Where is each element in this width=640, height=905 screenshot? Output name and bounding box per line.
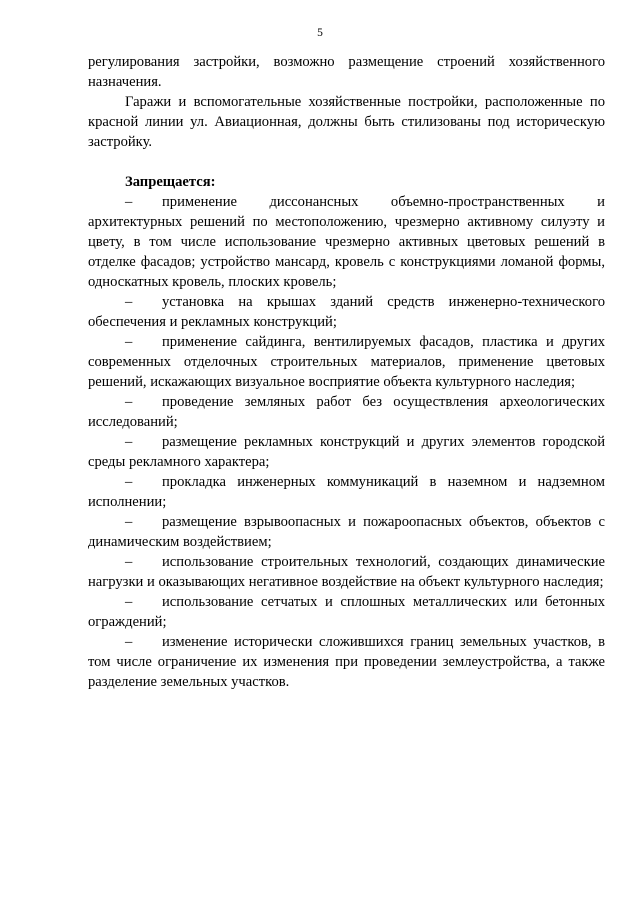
list-item-text: проведение земляных работ без осуществления археологических исследований; [88,394,605,430]
list-item [88,292,605,332]
list-dash: – [125,194,133,210]
list-dash: – [125,594,133,610]
list-dash: – [125,514,133,530]
list-dash: – [125,394,133,410]
list-dash: – [125,334,133,350]
paragraph-continuation: регулирования застройки, возможно размещение строений хозяйственного назначения. [88,54,605,90]
list-item [88,512,605,552]
list-item [88,392,605,432]
list-dash: – [125,294,133,310]
list-dash: – [125,554,133,570]
list-dash: – [125,634,133,650]
list-item-text: размещение рекламных конструкций и других элементов городской среды рекламного характера; [88,434,605,470]
list-item [88,432,605,472]
list-item [88,332,605,392]
list-item-text: размещение взрывоопасных и пожароопасных объектов, объектов с динамическим воздействием; [88,514,605,550]
paragraph-garages: Гаражи и вспомогательные хозяйственные постройки, расположенные по красной линии ул. Авиационная, должны быть стилизованы под историческую застройку. [88,94,605,150]
list-item-text: применение сайдинга, вентилируемых фасадов, пластика и других современных отделочных строительных материалов, применение цветовых решений, искажающих визуальное восприятие объекта культурного наследия; [88,334,605,390]
list-item-text: использование строительных технологий, создающих динамические нагрузки и оказывающих негативное воздействие на объект культурного наследия; [88,554,605,590]
list-item-text: применение диссонансных объемно-пространственных и архитектурных решений по местоположению, чрезмерно активному силуэту и цвету, в том числе использование чрезмерно активных цветовых решений в отделке фасадов; устройство мансард, кровель с конструкциями ломаной формы, односкатных кровель, плоских кровель; [88,194,605,290]
section-heading-prohibited: Запрещается: [125,174,216,190]
list-dash: – [125,474,133,490]
list-item [88,472,605,512]
list-item [88,192,605,292]
list-item-text: прокладка инженерных коммуникаций в наземном и надземном исполнении; [88,474,605,510]
list-item [88,632,605,692]
list-item [88,552,605,592]
page-number: 5 [317,27,323,39]
list-item-text: использование сетчатых и сплошных металлических или бетонных ограждений; [88,594,605,630]
list-dash: – [125,434,133,450]
list-item-text: установка на крышах зданий средств инженерно-технического обеспечения и рекламных конструкций; [88,294,605,330]
prohibited-list [88,192,605,692]
list-item-text: изменение исторически сложившихся границ земельных участков, в том числе ограничение их изменения при проведении землеустройства, а также разделение земельных участков. [88,634,605,690]
list-item [88,592,605,632]
document-body [88,52,605,692]
